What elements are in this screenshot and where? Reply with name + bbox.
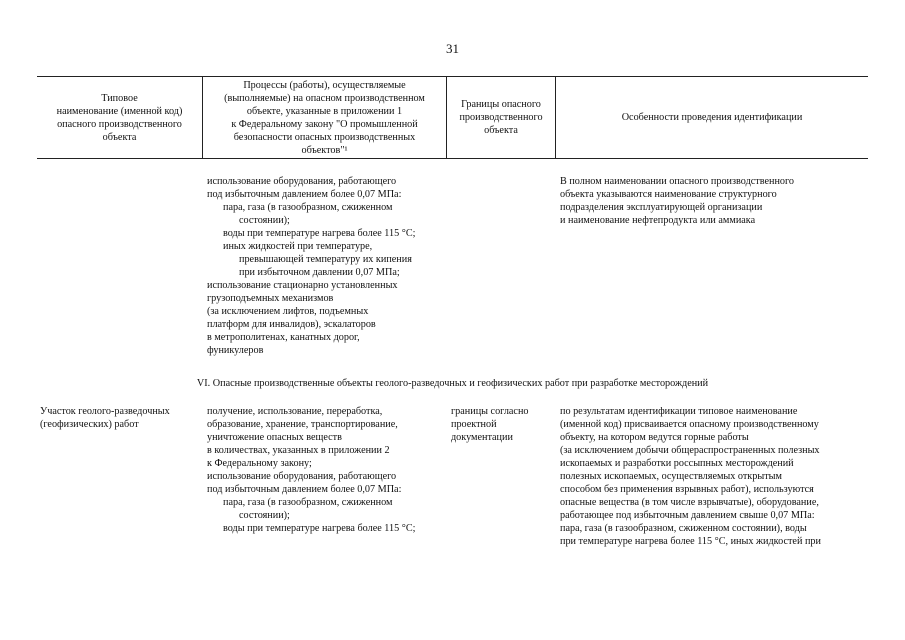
text-line: объекта bbox=[484, 125, 518, 136]
text-line: по результатам идентификации типовое наименование bbox=[560, 406, 798, 417]
text-line: В полном наименовании опасного производственного bbox=[560, 176, 795, 187]
row-object-name-cell bbox=[40, 405, 170, 431]
text-line: к Федеральному закону; bbox=[207, 458, 312, 469]
text-line: пара, газа (в газообразном, сжиженном bbox=[223, 497, 393, 508]
text-line: состоянии); bbox=[239, 510, 290, 521]
text-line: (за исключением лифтов, подъемных bbox=[207, 306, 369, 317]
page-number: 31 bbox=[446, 41, 459, 56]
text-line: пара, газа (в газообразном, сжиженном состоянии), воды bbox=[560, 523, 807, 534]
text-line: использование оборудования, работающего bbox=[207, 176, 397, 187]
text-line: объекту, на котором ведутся горные работы bbox=[560, 432, 749, 443]
text-line: Границы опасного bbox=[461, 99, 541, 110]
header-cell-object-name bbox=[37, 77, 202, 158]
text-line: наименование (именной код) bbox=[56, 105, 183, 117]
text-line: ископаемых и разработки россыпных месторождений bbox=[560, 458, 794, 469]
text-line: состоянии); bbox=[239, 215, 290, 226]
header-cell-boundaries bbox=[447, 77, 555, 158]
text-line: в метрополитенах, канатных дорог, bbox=[207, 332, 360, 343]
text-line: Участок геолого-разведочных bbox=[40, 406, 170, 417]
continuation-processes-cell bbox=[207, 175, 415, 357]
text-line: опасного производственного bbox=[57, 118, 182, 130]
text-line: грузоподъемных механизмов bbox=[207, 293, 334, 304]
text-line: объектов"¹ bbox=[301, 144, 348, 156]
header-cell-text bbox=[224, 79, 425, 157]
text-line: (выполняемые) на опасном производственном bbox=[224, 92, 425, 104]
text-line: иных жидкостей при температуре, bbox=[223, 241, 373, 252]
header-cell-processes bbox=[203, 77, 446, 158]
text-line: Процессы (работы), осуществляемые bbox=[243, 79, 406, 91]
text-line: объекта указываются наименование структурного bbox=[560, 189, 777, 200]
text-line: под избыточным давлением более 0,07 МПа: bbox=[207, 189, 402, 200]
text-line: документации bbox=[451, 432, 513, 443]
header-bottom-rule bbox=[37, 158, 868, 159]
text-line: при избыточном давлении 0,07 МПа; bbox=[239, 267, 400, 278]
text-line: (именной код) присваивается опасному производственному bbox=[560, 419, 819, 430]
text-line: безопасности опасных производственных bbox=[233, 131, 416, 143]
row-processes-cell bbox=[207, 405, 415, 535]
text-line: (геофизических) работ bbox=[40, 419, 139, 430]
text-line: способом без применения взрывных работ), используются bbox=[560, 484, 814, 495]
text-line: проектной bbox=[451, 419, 497, 430]
header-cell-identification bbox=[556, 77, 868, 158]
section-heading: VI. Опасные производственные объекты геолого-разведочных и геофизических работ при разработке месторождений bbox=[196, 378, 709, 389]
text-line: Типовое bbox=[101, 92, 138, 104]
text-line: к Федеральному закону "О промышленной bbox=[231, 118, 418, 130]
text-line: превышающей температуру их кипения bbox=[239, 254, 412, 265]
text-line: уничтожение опасных веществ bbox=[207, 432, 342, 443]
text-line: объекта bbox=[102, 131, 137, 143]
header-cell-text bbox=[622, 111, 803, 124]
text-line: подразделения эксплуатирующей организации bbox=[560, 202, 763, 213]
text-line: под избыточным давлением более 0,07 МПа: bbox=[207, 484, 402, 495]
row-identification-cell bbox=[560, 405, 821, 548]
header-cell-text bbox=[459, 98, 542, 137]
header-cell-text bbox=[57, 92, 183, 144]
continuation-identification-cell bbox=[560, 175, 794, 227]
text-line: Особенности проведения идентификации bbox=[621, 112, 803, 123]
text-line: воды при температуре нагрева более 115 °С; bbox=[223, 228, 416, 239]
text-line: производственного bbox=[459, 112, 543, 123]
text-line: в количествах, указанных в приложении 2 bbox=[207, 445, 390, 456]
text-line: и наименование нефтепродукта или аммиака bbox=[560, 215, 756, 226]
text-line: работающее под избыточным давлением свыше 0,07 МПа: bbox=[560, 510, 815, 521]
text-line: границы согласно bbox=[451, 406, 529, 417]
text-line: получение, использование, переработка, bbox=[207, 406, 383, 417]
text-line: объекте, указанные в приложении 1 bbox=[246, 105, 403, 117]
text-line: опасные вещества (в том числе взрывчатые), оборудование, bbox=[560, 497, 819, 508]
text-line: использование стационарно установленных bbox=[207, 280, 398, 291]
text-line: использование оборудования, работающего bbox=[207, 471, 397, 482]
text-line: фуникулеров bbox=[207, 345, 264, 356]
text-line: воды при температуре нагрева более 115 °С; bbox=[223, 523, 416, 534]
text-line: (за исключением добычи общераспространенных полезных bbox=[560, 445, 820, 456]
text-line: пара, газа (в газообразном, сжиженном bbox=[223, 202, 393, 213]
row-boundaries-cell bbox=[451, 405, 529, 444]
text-line: образование, хранение, транспортирование, bbox=[207, 419, 398, 430]
text-line: платформ для инвалидов), эскалаторов bbox=[207, 319, 376, 330]
text-line: при температуре нагрева более 115 °С, иных жидкостей при bbox=[560, 536, 821, 547]
text-line: полезных ископаемых, осуществляемых открытым bbox=[560, 471, 782, 482]
